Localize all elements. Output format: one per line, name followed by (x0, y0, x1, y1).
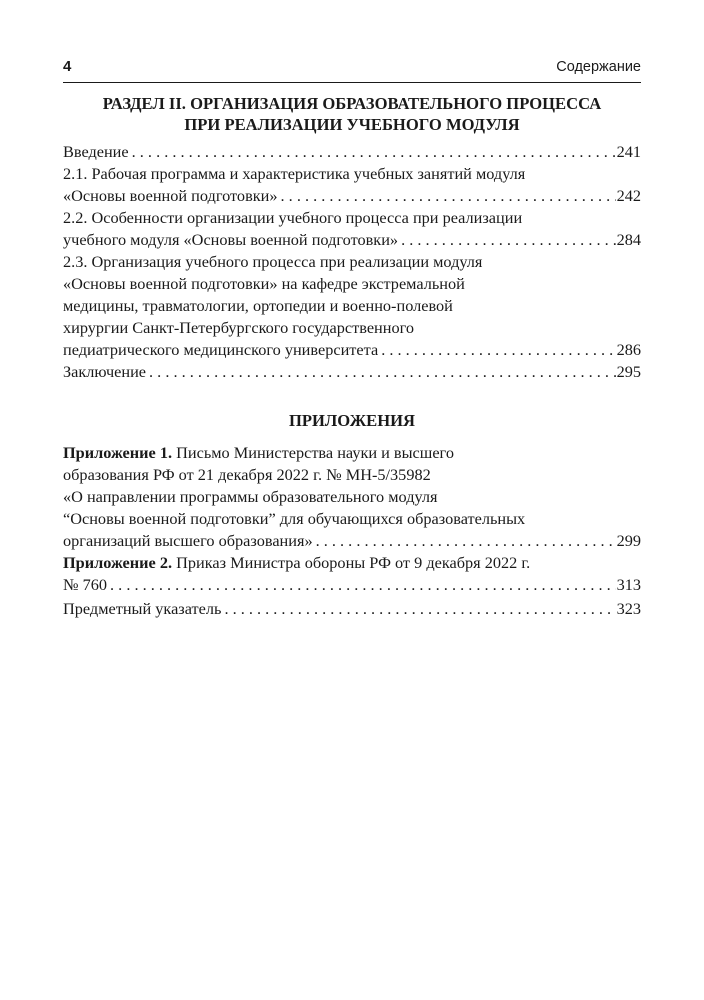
toc-entry-title: учебного модуля «Основы военной подготовки» (63, 230, 399, 249)
toc-page-number: 299 (616, 531, 641, 550)
toc-entry-title: хирургии Санкт-Петербургского государственного (63, 318, 415, 337)
toc-entry-title: Письмо Министерства науки и высшего (172, 443, 454, 462)
toc-page-number: 323 (616, 599, 641, 618)
toc-entry-appendix-2[interactable] (63, 552, 641, 596)
section-title-line: ПРИ РЕАЛИЗАЦИИ УЧЕБНОГО МОДУЛЯ (184, 115, 520, 134)
toc-entry-title: Заключение (63, 362, 147, 381)
toc-entry-appendix-1[interactable] (63, 442, 641, 552)
toc-entry-conclusion[interactable] (63, 361, 641, 383)
section-title-line: РАЗДЕЛ II. ОРГАНИЗАЦИЯ ОБРАЗОВАТЕЛЬНОГО ПРОЦЕССА (102, 94, 602, 113)
toc-entry-title: Предметный указатель (63, 599, 222, 618)
toc-entry-title: организаций высшего образования» (63, 531, 313, 550)
dot-leader (224, 598, 615, 620)
toc-entry-title: 2.1. Рабочая программа и характеристика учебных занятий модуля (63, 164, 526, 183)
toc-entry-2-3[interactable] (63, 251, 641, 361)
dot-leader (110, 574, 616, 596)
toc-page-number: 242 (616, 186, 641, 205)
dot-leader (381, 339, 615, 361)
toc-entry-title: 2.3. Организация учебного процесса при реализации модуля (63, 252, 483, 271)
toc-page-number: 284 (616, 230, 641, 249)
toc-entry-introduction[interactable] (63, 141, 641, 163)
dot-leader (149, 361, 616, 383)
toc-entry-title: “Основы военной подготовки” для обучающихся образовательных (63, 509, 526, 528)
toc-entry-title: Приказ Министра обороны РФ от 9 декабря 2022 г. (172, 553, 531, 572)
appendix-label: Приложение 1. (63, 443, 173, 462)
dot-leader (316, 530, 616, 552)
toc-entry-title: «Основы военной подготовки» (63, 186, 278, 205)
toc-page-number: 313 (616, 575, 641, 594)
toc-entry-subject-index[interactable] (63, 598, 641, 620)
appendices-title: ПРИЛОЖЕНИЯ (288, 411, 416, 430)
running-head: Содержание (556, 59, 641, 75)
toc-entry-title: № 760 (63, 575, 108, 594)
page-number: 4 (63, 58, 72, 75)
toc-entry-title: медицины, травматологии, ортопедии и военно-полевой (63, 296, 453, 315)
toc-page-number: 295 (616, 362, 641, 381)
dot-leader (401, 229, 616, 251)
toc-entry-title: Введение (63, 142, 129, 161)
toc-entry-title: «Основы военной подготовки» на кафедре экстремальной (63, 274, 465, 293)
toc-entry-2-1[interactable] (63, 163, 641, 207)
toc-entry-title: 2.2. Особенности организации учебного процесса при реализации (63, 208, 523, 227)
toc-entry-title: педиатрического медицинского университета (63, 340, 379, 359)
dot-leader (132, 141, 616, 163)
toc-entry-2-2[interactable] (63, 207, 641, 251)
dot-leader (281, 185, 616, 207)
toc-page-number: 241 (616, 142, 641, 161)
appendix-label: Приложение 2. (63, 553, 173, 572)
page-header (63, 56, 641, 83)
table-of-contents (63, 93, 641, 620)
toc-entry-title: «О направлении программы образовательного модуля (63, 487, 438, 506)
toc-entry-title: образования РФ от 21 декабря 2022 г. № МН-5/35982 (63, 465, 431, 484)
toc-page-number: 286 (616, 340, 641, 359)
section-title (63, 93, 641, 135)
